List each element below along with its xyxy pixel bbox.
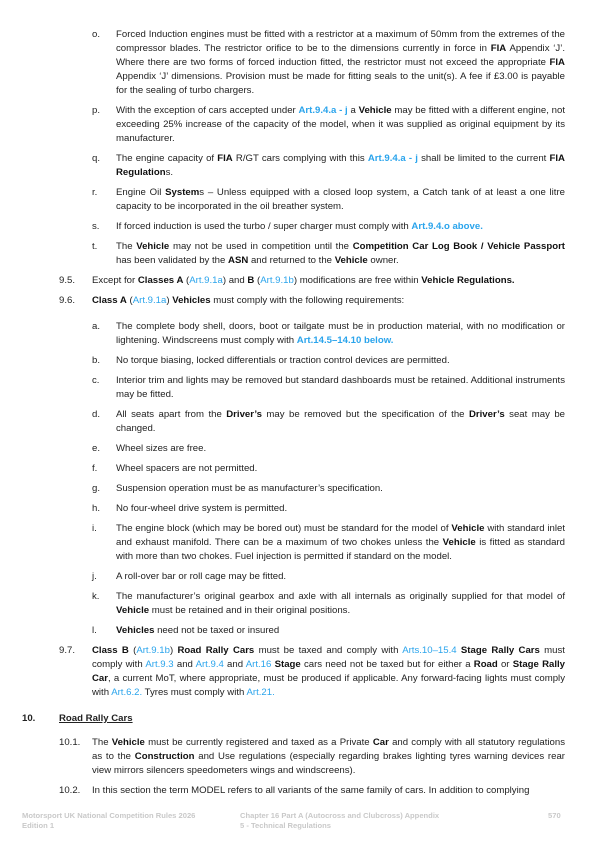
text-run: seat may be changed.	[116, 409, 566, 434]
text-run: must be currently registered and taxed as a Private	[144, 737, 373, 748]
text-run: If forced induction is used the turbo / super charger must comply with	[116, 221, 412, 232]
text-run: In this section the term MODEL refers to all variants of the same family of cars. In addition to complying	[92, 785, 530, 796]
defined-term: FIA	[217, 153, 233, 164]
text-run: The engine block (which may be bored out) must be standard for the model of	[116, 523, 452, 534]
defined-term: Stage Rally Cars	[460, 645, 540, 656]
article-link[interactable]: Art.6.2.	[111, 687, 143, 698]
text-run: Appendix ‘J’ dimensions. Provision must be made for fitting seals to the unit(s). A fee if £3.00 is payable for the sealing of turbo chargers.	[116, 71, 565, 96]
text-run: , a current MoT, where appropriate, must be produced if applicable. Any forward-facing lights must comply with	[92, 673, 565, 698]
sub-clause	[0, 522, 600, 564]
text-run: must be taxed and comply with	[254, 645, 403, 656]
text-run: )	[166, 295, 173, 306]
clause-text	[92, 644, 565, 700]
text-run: may be fitted with a different engine, not exceeding 25% increase of the capacity of the model, when it was supplied as original equipment by its manufacturer.	[116, 105, 565, 144]
sub-clause	[0, 502, 600, 516]
clause-number: 9.7.	[59, 645, 76, 656]
clause-number: d.	[92, 409, 101, 420]
defined-term: Class B	[92, 645, 129, 656]
clause-text	[116, 320, 565, 348]
footer-publication: Motorsport UK National Competition Rules 2026 Edition 1	[22, 811, 196, 830]
text-run: may be removed but the specification of the	[261, 409, 469, 420]
text-run: R/GT cars complying with this	[232, 153, 368, 164]
text-run: ) modifications are free within	[293, 275, 422, 286]
defined-term: Vehicle	[358, 105, 392, 116]
clause-text	[116, 482, 565, 496]
article-link[interactable]: Arts.10–15.4	[402, 645, 457, 656]
clause-number: e.	[92, 443, 101, 454]
defined-term: Car	[372, 737, 389, 748]
text-run: owner.	[367, 255, 399, 266]
defined-term: FIA Regulation	[116, 153, 565, 178]
sub-clause	[0, 104, 600, 146]
defined-term: Construction	[134, 751, 195, 762]
text-run: must be retained and in their original positions.	[149, 605, 351, 616]
clause	[0, 644, 600, 700]
sub-clause	[0, 354, 600, 368]
text-run: (	[183, 275, 190, 286]
clause-number: g.	[92, 483, 101, 494]
text-run: (	[128, 645, 137, 656]
clause-number: r.	[92, 187, 98, 198]
article-link[interactable]: Art.14.5–14.10 below.	[296, 335, 394, 346]
text-run: A roll-over bar or roll cage may be fitted.	[116, 571, 287, 582]
defined-term: Class A	[92, 295, 127, 306]
sub-clause	[0, 374, 600, 402]
text-run: ) and	[222, 275, 248, 286]
clause-number: 10.2.	[59, 785, 81, 796]
defined-term: Vehicle	[136, 241, 170, 252]
article-link[interactable]: Art.9.1a	[132, 295, 167, 306]
text-run: shall be limited to the current	[417, 153, 550, 164]
text-run: The manufacturer’s original gearbox and axle with all internals as originally supplied for that model of	[116, 591, 565, 602]
sub-clause	[0, 482, 600, 496]
text-run: and returned to the	[248, 255, 335, 266]
text-run: Interior trim and lights may be removed but standard dashboards must be retained. Additional instruments may be fitted.	[116, 375, 565, 400]
clause-text	[116, 624, 565, 638]
sub-clause	[0, 408, 600, 436]
sub-clause	[0, 28, 600, 98]
clause-number: 10.1.	[59, 737, 81, 748]
defined-term: Vehicle	[111, 737, 145, 748]
clause-number: t.	[92, 241, 98, 252]
article-link[interactable]: Art.9.1a	[189, 275, 223, 286]
text-run: The engine capacity of	[116, 153, 218, 164]
article-link[interactable]: Art.9.1b	[136, 645, 170, 656]
defined-term: Vehicles	[172, 295, 211, 306]
clause	[0, 736, 600, 778]
text-run: may not be used in competition until the	[169, 241, 353, 252]
text-run: must comply with	[92, 645, 565, 670]
clause-text	[116, 590, 565, 618]
defined-term: Road Rally Cars	[177, 645, 255, 656]
text-run: Appendix ‘J’. Where there are two forms of forced induction fitted, the restrictor must not exceed the appropriate	[116, 43, 565, 68]
text-run: with standard inlet and exhaust manifold. There can be a maximum of two chokes unless the	[116, 523, 566, 548]
defined-term: FIA	[490, 43, 507, 54]
article-link[interactable]: Art.9.1b	[260, 275, 294, 286]
clause-number: 10.	[22, 713, 36, 724]
text-run: s – Unless equipped with a closed loop system, a Catch tank of at least a one litre capacity to be incorporated in the oil breather system.	[116, 187, 565, 212]
text-run: Tyres must comply with	[142, 687, 247, 698]
clause-number: 9.6.	[59, 295, 76, 306]
text-run: No torque biasing, locked differentials or traction control devices are permitted.	[116, 355, 450, 366]
defined-term: Driver’s	[468, 409, 505, 420]
clause-number: p.	[92, 105, 101, 116]
text-run: (	[254, 275, 261, 286]
text-run: Except for	[92, 275, 138, 286]
defined-term: Vehicle	[334, 255, 368, 266]
clause-number: h.	[92, 503, 101, 514]
text-run: a	[347, 105, 359, 116]
text-run: Wheel sizes are free.	[116, 443, 207, 454]
text-run: Road Rally Cars	[59, 713, 133, 724]
defined-term: Competition Car Log Book / Vehicle Passport	[352, 241, 565, 252]
clause-number: c.	[92, 375, 100, 386]
article-link[interactable]: Art.9.4.a - j	[367, 153, 418, 164]
defined-term: ASN	[228, 255, 249, 266]
clause-text	[116, 186, 565, 214]
defined-term: Road	[473, 659, 498, 670]
text-run: Engine Oil	[116, 187, 166, 198]
defined-term: Vehicle	[442, 537, 476, 548]
clause-number: q.	[92, 153, 101, 164]
clause-text	[116, 152, 565, 180]
defined-term: B	[247, 275, 255, 286]
text-run: No four-wheel drive system is permitted.	[116, 503, 288, 514]
sub-clause	[0, 220, 600, 234]
section-heading	[0, 712, 600, 726]
text-run: s.	[165, 167, 174, 178]
text-run: has been validated by the	[116, 255, 229, 266]
clause-text	[92, 784, 565, 798]
text-run: (	[126, 295, 133, 306]
clause-text	[116, 408, 565, 436]
section-title	[59, 712, 600, 726]
defined-term: Classes A	[137, 275, 184, 286]
sub-clause	[0, 624, 600, 638]
document-body	[0, 28, 600, 804]
sub-clause	[0, 570, 600, 584]
text-run: Forced Induction engines must be fitted with a restrictor at a maximum of 50mm from the extremes of the compressor blades. The restrictor orifice to be to the dimensions currently in force in	[116, 29, 565, 54]
text-run: must comply with the following requirements:	[210, 295, 405, 306]
text-run: Wheel spacers are not permitted.	[116, 463, 258, 474]
clause	[0, 274, 600, 288]
defined-term: FIA	[549, 57, 565, 68]
clause-text	[116, 354, 565, 368]
article-link[interactable]: Art.21.	[246, 687, 275, 698]
clause-number: s.	[92, 221, 100, 232]
article-link[interactable]: Art.9.4	[195, 659, 224, 670]
text-run: )	[169, 645, 178, 656]
clause-text	[116, 104, 565, 146]
clause	[0, 294, 600, 308]
defined-term: Stage Rally Car	[92, 659, 566, 684]
defined-term: Vehicles	[116, 625, 155, 636]
clause-number: j.	[92, 571, 97, 582]
clause-text	[116, 570, 565, 584]
clause-text	[116, 522, 565, 564]
sub-clause	[0, 152, 600, 180]
clause-number: f.	[92, 463, 98, 474]
clause-text	[92, 274, 565, 288]
clause-text	[92, 294, 565, 308]
footer-chapter: Chapter 16 Part A (Autocross and Clubcross) Appendix 5 - Technical Regulations	[240, 811, 440, 830]
article-link[interactable]: Art.9.4.o above.	[411, 221, 483, 232]
clause-text	[116, 442, 565, 456]
clause-number: i.	[92, 523, 97, 534]
sub-clause	[0, 442, 600, 456]
clause-text	[116, 240, 565, 268]
clause-text	[92, 736, 565, 778]
clause-text	[116, 502, 565, 516]
sub-clause	[0, 462, 600, 476]
text-run: and comply with all statutory regulations as to the	[92, 737, 565, 762]
clause	[0, 784, 600, 798]
sub-clause	[0, 186, 600, 214]
text-run: cars need not be taxed but for either a	[300, 659, 474, 670]
clause-number: k.	[92, 591, 100, 602]
text-run: The	[92, 737, 112, 748]
clause-text	[116, 220, 565, 234]
clause-text	[116, 28, 565, 98]
clause-number: l.	[92, 625, 97, 636]
sub-clause	[0, 240, 600, 268]
article-link[interactable]: Art.9.3	[145, 659, 174, 670]
text-run: or	[497, 659, 513, 670]
defined-term: Stage	[274, 659, 301, 670]
text-run: The	[116, 241, 137, 252]
text-run: With the exception of cars accepted under	[116, 105, 299, 116]
text-run: All seats apart from the	[116, 409, 227, 420]
text-run: and	[223, 659, 246, 670]
defined-term: Vehicle	[116, 605, 150, 616]
clause-text	[116, 462, 565, 476]
sub-clause	[0, 320, 600, 348]
defined-term: Vehicle	[451, 523, 485, 534]
article-link[interactable]: Art.9.4.a - j	[298, 105, 348, 116]
text-run: is fitted as standard with more than two chokes. Fuel injection is permitted if standard on the model.	[116, 537, 565, 562]
clause-number: a.	[92, 321, 101, 332]
footer-page-number: 570	[548, 811, 561, 820]
text-run: and	[173, 659, 196, 670]
defined-term: Driver’s	[226, 409, 262, 420]
defined-term: Vehicle Regulations.	[421, 275, 515, 286]
sub-clause	[0, 590, 600, 618]
article-link[interactable]: Art.16	[245, 659, 272, 670]
clause-number: b.	[92, 355, 101, 366]
clause-number: o.	[92, 29, 101, 40]
text-run: need not be taxed or insured	[154, 625, 280, 636]
text-run: and Use regulations (especially regarding brakes lighting tyres warning devices rear view mirrors silencers speedometers wings and windscreens).	[92, 751, 565, 776]
text-run: The complete body shell, doors, boot or tailgate must be in production material, with no modification or lightening. Windscreens must comply with	[116, 321, 565, 346]
defined-term: System	[165, 187, 200, 198]
clause-number: 9.5.	[59, 275, 76, 286]
text-run: Suspension operation must be as manufacturer’s specification.	[116, 483, 383, 494]
clause-text	[116, 374, 565, 402]
